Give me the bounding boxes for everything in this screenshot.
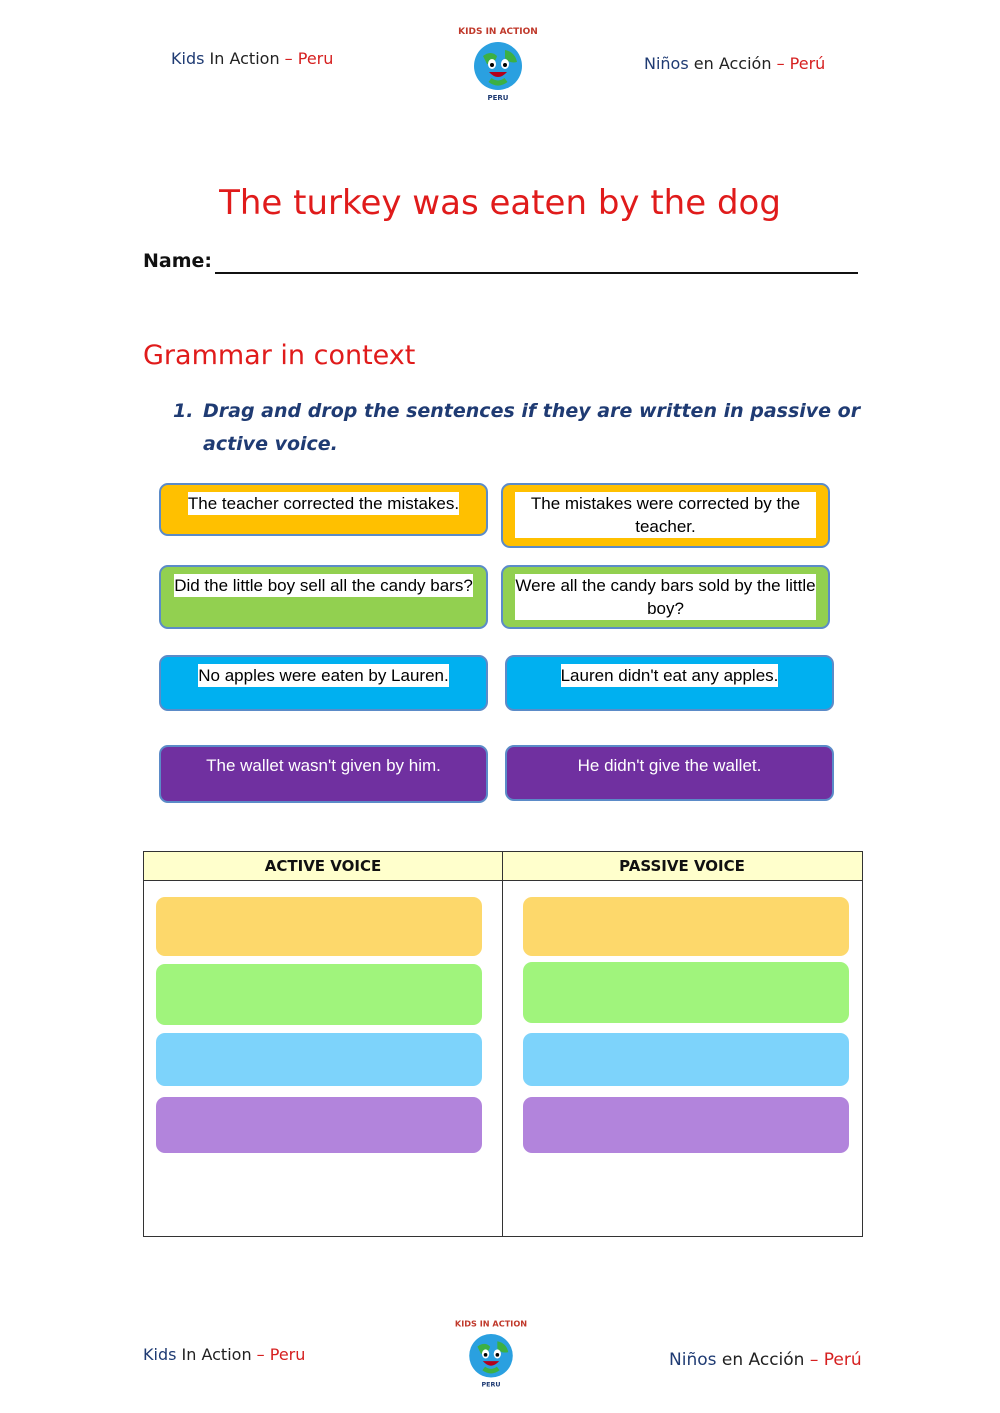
page-title: The turkey was eaten by the dog (219, 183, 781, 223)
brand-word-en-accion: en Acción (716, 1350, 810, 1370)
name-label: Name: (143, 250, 213, 272)
card-text: Were all the candy bars sold by the little boy? (515, 576, 816, 618)
drag-card-7[interactable] (159, 745, 488, 803)
brand-word-peru: – Peru (284, 49, 334, 68)
active-voice-header: ACTIVE VOICE (144, 852, 502, 881)
card-text: Lauren didn't eat any apples. (560, 666, 779, 685)
brand-word-kids: Kids (143, 1345, 177, 1364)
passive-voice-header: PASSIVE VOICE (502, 852, 862, 881)
kids-in-action-logo (455, 20, 541, 106)
brand-word-kids: Kids (171, 49, 205, 68)
logo-bottom-text: PERU (487, 94, 509, 102)
footer-right-brand (669, 1350, 862, 1370)
drag-card-5[interactable] (159, 655, 488, 711)
name-underline (215, 272, 858, 274)
voice-table (143, 851, 863, 1237)
brand-word-en-accion: en Acción (688, 54, 777, 73)
brand-word-peru-es: – Perú (809, 1350, 862, 1370)
logo-top-text: KIDS IN ACTION (454, 1318, 528, 1329)
brand-word-peru-es: – Perú (776, 54, 826, 73)
active-drop-zone-3[interactable] (156, 1033, 482, 1086)
brand-word-ninos: Niños (669, 1350, 717, 1370)
passive-drop-zone-3[interactable] (523, 1033, 849, 1086)
active-drop-zone-1[interactable] (156, 897, 482, 956)
brand-word-in-action: In Action (176, 1345, 257, 1364)
active-drop-zone-2[interactable] (156, 964, 482, 1025)
logo-bottom-text: PERU (481, 1381, 501, 1389)
drag-card-1[interactable] (159, 483, 488, 536)
passive-drop-zone-1[interactable] (523, 897, 849, 956)
card-text: No apples were eaten by Lauren. (198, 666, 449, 685)
passive-drop-zone-2[interactable] (523, 962, 849, 1023)
instruction-text: Drag and drop the sentences if they are written in passive or active voice. (203, 400, 861, 455)
name-field[interactable] (143, 250, 858, 272)
drag-card-8[interactable] (505, 745, 834, 801)
instruction-number: 1. (173, 400, 194, 422)
column-divider (502, 852, 503, 1236)
active-drop-zone-4[interactable] (156, 1097, 482, 1153)
card-text: Did the little boy sell all the candy bars? (174, 576, 473, 595)
drag-card-3[interactable] (159, 565, 488, 629)
card-text: The teacher corrected the mistakes. (187, 494, 460, 513)
card-text: The wallet wasn't given by him. (206, 756, 441, 775)
card-text: He didn't give the wallet. (577, 756, 762, 775)
header-right-brand (644, 54, 825, 73)
brand-word-peru: – Peru (256, 1345, 306, 1364)
brand-word-in-action: In Action (204, 49, 285, 68)
drag-card-2[interactable] (501, 483, 830, 548)
drag-card-4[interactable] (501, 565, 830, 629)
passive-drop-zone-4[interactable] (523, 1097, 849, 1153)
logo-top-text: KIDS IN ACTION (458, 27, 538, 37)
brand-word-ninos: Niños (644, 54, 689, 73)
header-left-brand (171, 49, 333, 68)
kids-in-action-logo-footer (452, 1314, 530, 1392)
card-text: The mistakes were corrected by the teacher. (515, 492, 816, 538)
drag-card-6[interactable] (505, 655, 834, 711)
section-title: Grammar in context (143, 340, 416, 371)
footer-left-brand (143, 1345, 305, 1364)
